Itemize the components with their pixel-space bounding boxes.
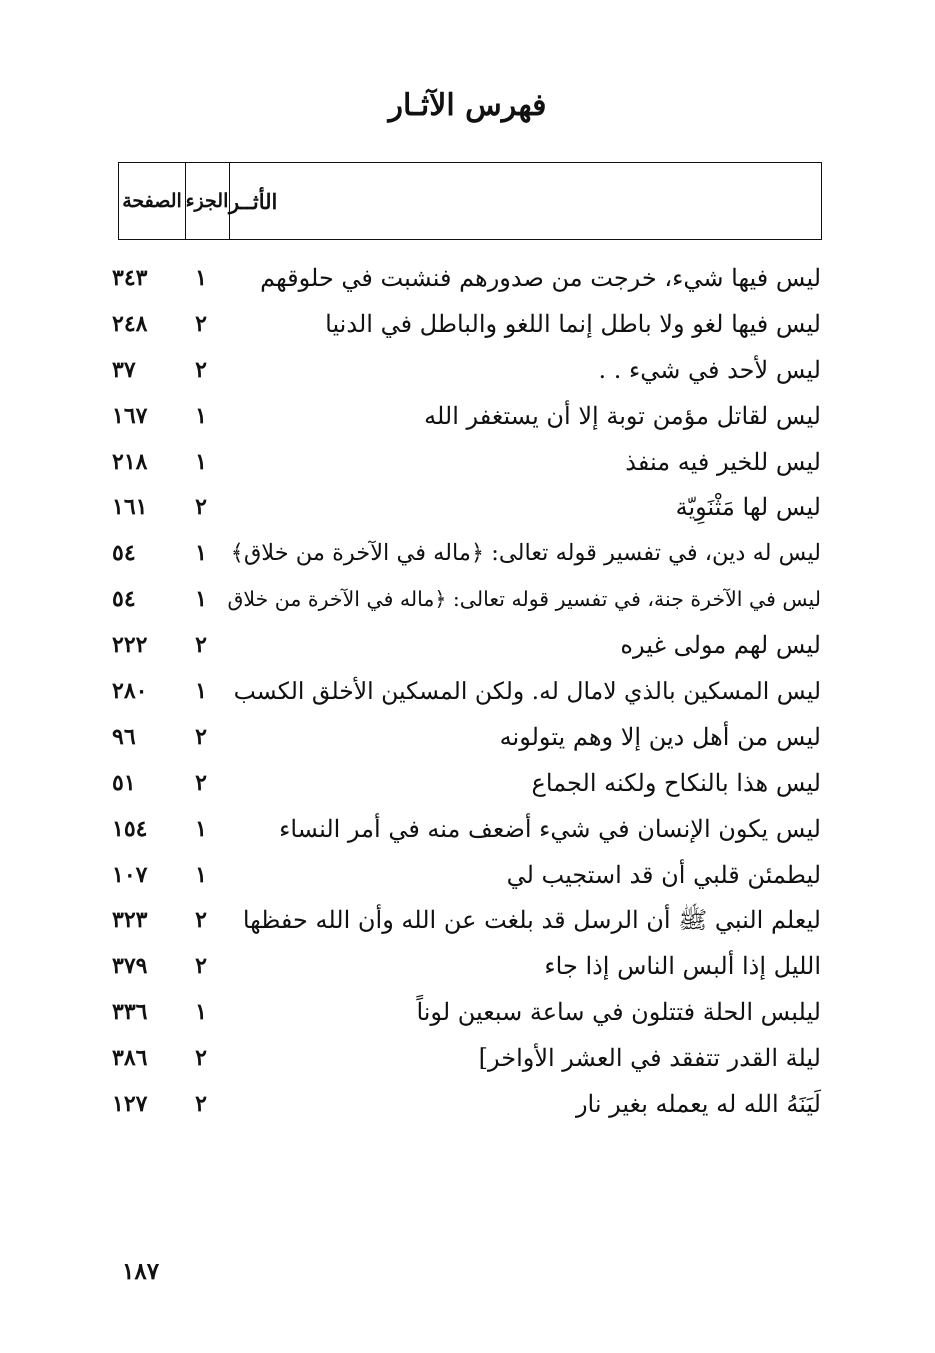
page-ref [112,853,174,899]
page-ref [112,623,174,669]
page-ref-value: ٢٢٢ [112,632,148,659]
part-number: ٢ [195,953,207,980]
table-row [0,1036,935,1082]
page-ref-value: ٣٤٣ [112,265,148,291]
athar-text: ليس لهم مولى غيره [620,631,821,660]
part-number: ٢ [195,310,207,337]
athar-text: ليس له دين، في تفسير قوله تعالى: ﴿ماله في الآخرة من خلاق﴾ [230,540,821,567]
page-ref-value: ١٠٧ [112,861,148,888]
part-number: ٢ [195,632,207,659]
athar-text: ليس لقاتل مؤمن توبة إلا أن يستغفر الله [424,401,821,430]
page-number: ١٨٧ [122,1258,160,1285]
part-number: ١ [195,265,207,291]
page-ref-value: ٢١٨ [112,448,148,475]
header-page: الصفحة [119,163,186,239]
table-row [0,256,935,302]
page-title: فهرس الآثـار [388,88,547,123]
table-header [118,162,822,240]
table-row [0,440,935,486]
athar-text: ليس يكون الإنسان في شيء أضعف منه في أمر النساء [279,814,821,843]
table-row [0,807,935,853]
page-ref-value: ٢٨٠ [112,678,148,705]
page-ref [112,898,174,944]
part-number: ١ [195,861,207,888]
page-ref-value: ١٦٧ [112,402,148,429]
header-athar: الأثــر [229,188,278,214]
table-row [0,898,935,944]
part-number: ٢ [195,1091,207,1118]
part-number: ٢ [195,723,207,750]
page-ref-value: ٣٨٦ [112,1045,148,1072]
athar-text: ليس هذا بالنكاح ولكنه الجماع [531,768,821,797]
table-row [0,531,935,577]
page-ref [112,807,174,853]
part-number: ٢ [195,907,207,934]
page-ref [112,440,174,486]
table-row [0,715,935,761]
athar-text: ليس من أهل دين إلا وهم يتولونه [499,722,821,751]
part-number: ١ [195,815,207,842]
page-ref-value: ٩٦ [112,723,136,750]
page-ref-value: ١٢٧ [112,1091,148,1118]
page-ref-value: ٣٢٣ [112,907,148,934]
athar-text: ليلبس الحلة فتتلون في ساعة سبعين لوناً [416,998,821,1027]
athar-text: لَيَنَهُ الله له يعمله بغير نار [575,1090,821,1119]
part-number: ٢ [195,769,207,796]
page-ref [112,715,174,761]
part-number: ١ [195,586,207,613]
page-ref [112,577,174,623]
athar-text: ليس لأحد في شيء . . [598,355,821,384]
athar-text: ليلة القدر تتفقد في العشر الأواخر] [478,1044,821,1073]
athar-text: ليعلم النبي ﷺ أن الرسل قد بلغت عن الله وأن الله حفظها [242,906,821,935]
page-ref-value: ٣٣٦ [112,999,148,1026]
page-ref [112,256,174,302]
athar-text: ليطمئن قلبي أن قد استجيب لي [506,860,821,889]
athar-text: ليس في الآخرة جنة، في تفسير قوله تعالى: ﴿ماله في الآخرة من خلاق [227,587,821,612]
athar-text: ليس المسكين بالذي لامال له. ولكن المسكين الأخلق الكسب [233,677,821,706]
athar-text: ليس للخير فيه منفذ [625,447,821,476]
table-row [0,761,935,807]
header-part: الجزء [185,163,230,239]
page-ref [112,531,174,577]
table-row [0,577,935,623]
page-ref [112,761,174,807]
page-ref [112,485,174,531]
page-ref-value: ٥٤ [112,586,136,613]
athar-list [0,256,935,1128]
table-row [0,944,935,990]
table-row [0,1082,935,1128]
part-number: ١ [195,402,207,429]
athar-text: ليس فيها شيء، خرجت من صدورهم فنشبت في حلوقهم [260,264,821,292]
page-ref-value: ٣٧ [112,356,136,383]
part-number: ١ [195,448,207,475]
part-number: ٢ [195,1045,207,1072]
page-ref-value: ٣٧٩ [112,953,148,980]
page-ref [112,669,174,715]
table-row [0,348,935,394]
page-ref [112,394,174,440]
page-ref-value: ١٦١ [112,494,148,521]
table-row [0,394,935,440]
part-number: ١ [195,540,207,567]
table-row [0,669,935,715]
page-ref [112,944,174,990]
page-ref [112,1082,174,1128]
part-number: ٢ [195,356,207,383]
athar-text: ليس فيها لغو ولا باطل إنما اللغو والباطل في الدنيا [325,309,821,338]
table-row [0,302,935,348]
part-number: ١ [195,678,207,705]
table-row [0,485,935,531]
page-ref-value: ٢٤٨ [112,310,148,337]
page-ref-value: ٥١ [112,769,136,796]
part-number: ٢ [195,494,207,521]
page-ref [112,302,174,348]
page-ref-value: ١٥٤ [112,815,148,842]
page-ref [112,1036,174,1082]
table-row [0,623,935,669]
table-row [0,990,935,1036]
athar-text: الليل إذا ألبس الناس إذا جاء [544,952,821,981]
part-number: ١ [195,999,207,1026]
page-ref-value: ٥٤ [112,540,136,567]
athar-text: ليس لها مَثْنَوِيّة [675,493,821,522]
page-ref [112,990,174,1036]
table-row [0,853,935,899]
page-ref [112,348,174,394]
